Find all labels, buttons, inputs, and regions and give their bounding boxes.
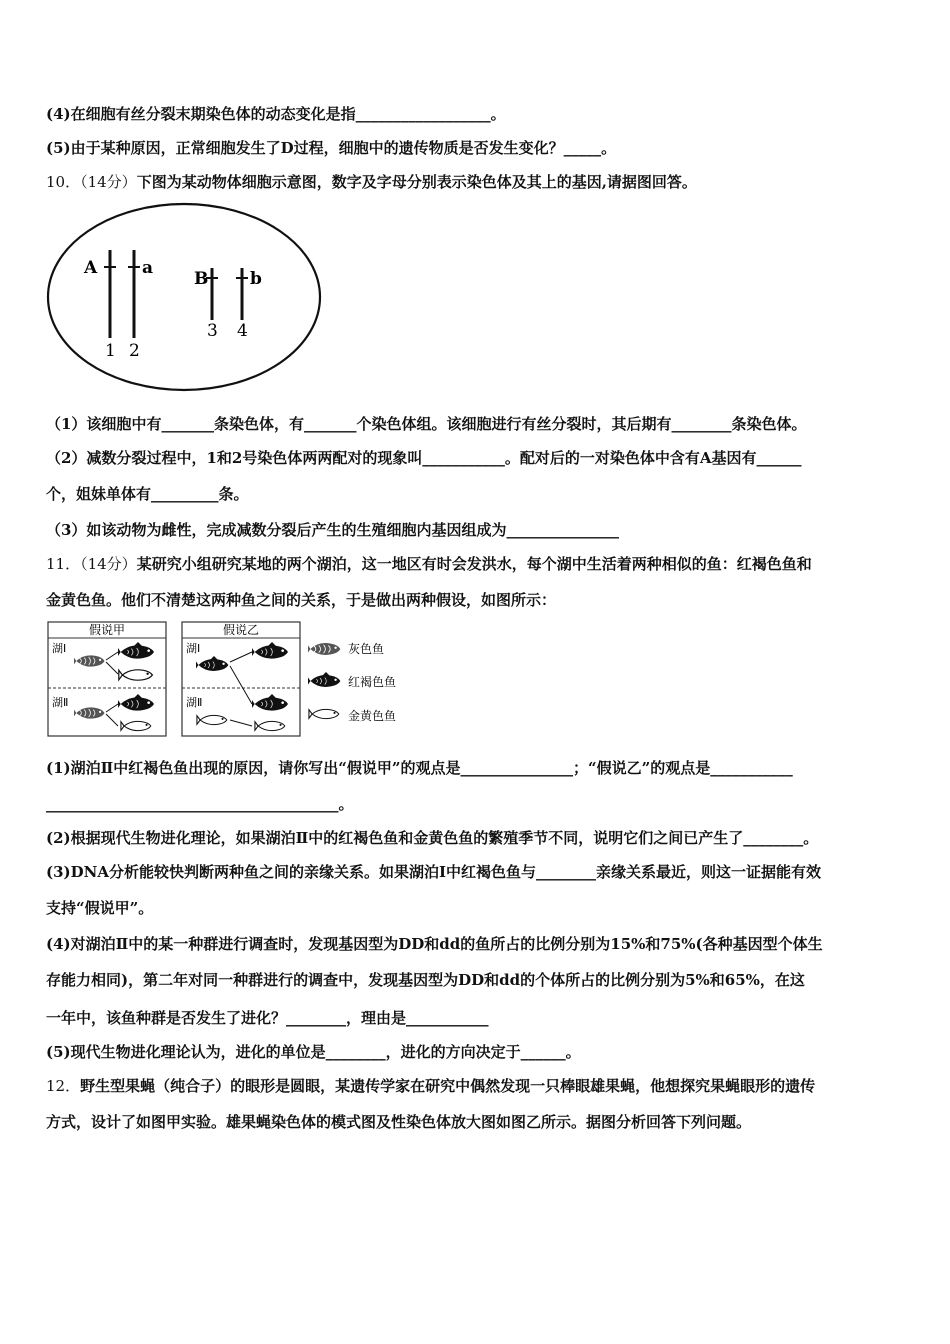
question-12-stem: 野生型果蝇（纯合子）的眼形是圆眼，某遗传学家在研究中偶然发现一只棒眼雄果蝇，他想探究果蝇眼形的遗传 — [80, 1077, 816, 1095]
question-number: 11．（14分） — [46, 555, 137, 573]
question-9-part-5: (5)由于某种原因，正常细胞发生了D过程，细胞中的遗传物质是否发生变化？_____。 — [46, 139, 617, 157]
question-number: 12． — [46, 1077, 81, 1095]
question-10-header — [46, 172, 697, 192]
legend-golden-label: 金黄色鱼 — [348, 709, 397, 723]
question-10-part-3: （3）如该动物为雌性，完成减数分裂后产生的生殖细胞内基因组成为_______________ — [46, 521, 619, 539]
question-11-part-5: (5)现代生物进化理论认为，进化的单位是________，进化的方向决定于______。 — [46, 1043, 581, 1061]
legend-gray-fish-icon — [307, 643, 341, 655]
gene-B-label: B — [194, 269, 209, 289]
question-11-part-1-line-2: _______________________________________。 — [46, 795, 354, 813]
lake-2-label-jia: 湖Ⅱ — [52, 696, 69, 709]
question-12-header-line-1 — [46, 1076, 815, 1096]
legend-gray-label: 灰色鱼 — [348, 642, 385, 656]
question-number: 10．（14分） — [46, 173, 137, 191]
legend-red-brown-label: 红褐色鱼 — [348, 675, 397, 689]
question-11-header-line-1 — [46, 554, 812, 574]
chromosome-3-label: 3 — [207, 321, 218, 341]
hypothesis-jia-title: 假说甲 — [88, 623, 126, 637]
question-10-part-1: （1）该细胞中有_______条染色体，有_______个染色体组。该细胞进行有丝分裂时，其后期有________条染色体。 — [46, 415, 807, 433]
question-10-stem: 下图为某动物体细胞示意图，数字及字母分别表示染色体及其上的基因,请据图回答。 — [136, 173, 697, 191]
question-11-part-3-line-1: (3)DNA分析能较快判断两种鱼之间的亲缘关系。如果湖泊Ⅰ中红褐色鱼与________亲缘关系最近，则这一证据能有效 — [46, 863, 822, 881]
question-11-part-2: (2)根据现代生物进化理论，如果湖泊Ⅱ中的红褐色鱼和金黄色鱼的繁殖季节不同，说明它们之间已产生了________。 — [46, 829, 819, 847]
question-11-part-4-line-2: 存能力相同)，第二年对同一种群进行的调查中，发现基因型为DD和dd的个体所占的比例分别为5%和65%，在这 — [46, 971, 805, 989]
question-10-part-2-line-1: （2）减数分裂过程中，1和2号染色体两两配对的现象叫___________。配对后的一对染色体中含有A基因有______ — [46, 449, 802, 467]
chromosome-1-label: 1 — [105, 341, 116, 361]
question-11-part-4-line-1: (4)对湖泊Ⅱ中的某一种群进行调查时，发现基因型为DD和dd的鱼所占的比例分别为15%和75%(各种基因型个体生 — [46, 935, 823, 953]
cell-diagram — [44, 200, 324, 396]
question-11-part-1-line-1: (1)湖泊Ⅱ中红褐色鱼出现的原因，请你写出“假说甲”的观点是_______________；“假说乙”的观点是___________ — [46, 759, 793, 777]
question-10-part-2-line-2: 个，姐妹单体有_________条。 — [46, 485, 249, 503]
hypothesis-yi-title: 假说乙 — [222, 623, 260, 637]
lake-1-label-yi: 湖Ⅰ — [186, 642, 201, 655]
question-11-stem: 某研究小组研究某地的两个湖泊，这一地区有时会发洪水，每个湖中生活着两种相似的鱼：红褐色鱼和 — [136, 555, 812, 573]
legend-red-brown-fish-icon — [307, 672, 341, 687]
question-11-header-line-2: 金黄色鱼。他们不清楚这两种鱼之间的关系，于是做出两种假设，如图所示： — [46, 591, 557, 609]
cell-membrane — [48, 204, 320, 390]
question-12-header-line-2: 方式，设计了如图甲实验。雄果蝇染色体的模式图及性染色体放大图如图乙所示。据图分析回答下列问题。 — [46, 1113, 752, 1131]
question-11-part-4-line-3: 一年中，该鱼种群是否发生了进化？________，理由是___________ — [46, 1009, 489, 1027]
legend-golden-fish-icon — [309, 709, 339, 718]
hypothesis-jia-box — [48, 622, 166, 736]
lake-1-label-jia: 湖Ⅰ — [52, 642, 67, 655]
question-11-part-3-line-2: 支持“假说甲”。 — [46, 899, 154, 917]
chromosome-4-label: 4 — [237, 321, 248, 341]
gene-A-label: A — [84, 258, 98, 278]
gene-a-label: a — [142, 258, 154, 278]
chromosome-2-label: 2 — [129, 341, 140, 361]
gene-b-label: b — [250, 269, 262, 289]
hypothesis-figure — [46, 620, 416, 740]
lake-2-label-yi: 湖Ⅱ — [186, 696, 203, 709]
question-9-part-4: (4)在细胞有丝分裂末期染色体的动态变化是指__________________。 — [46, 105, 506, 123]
